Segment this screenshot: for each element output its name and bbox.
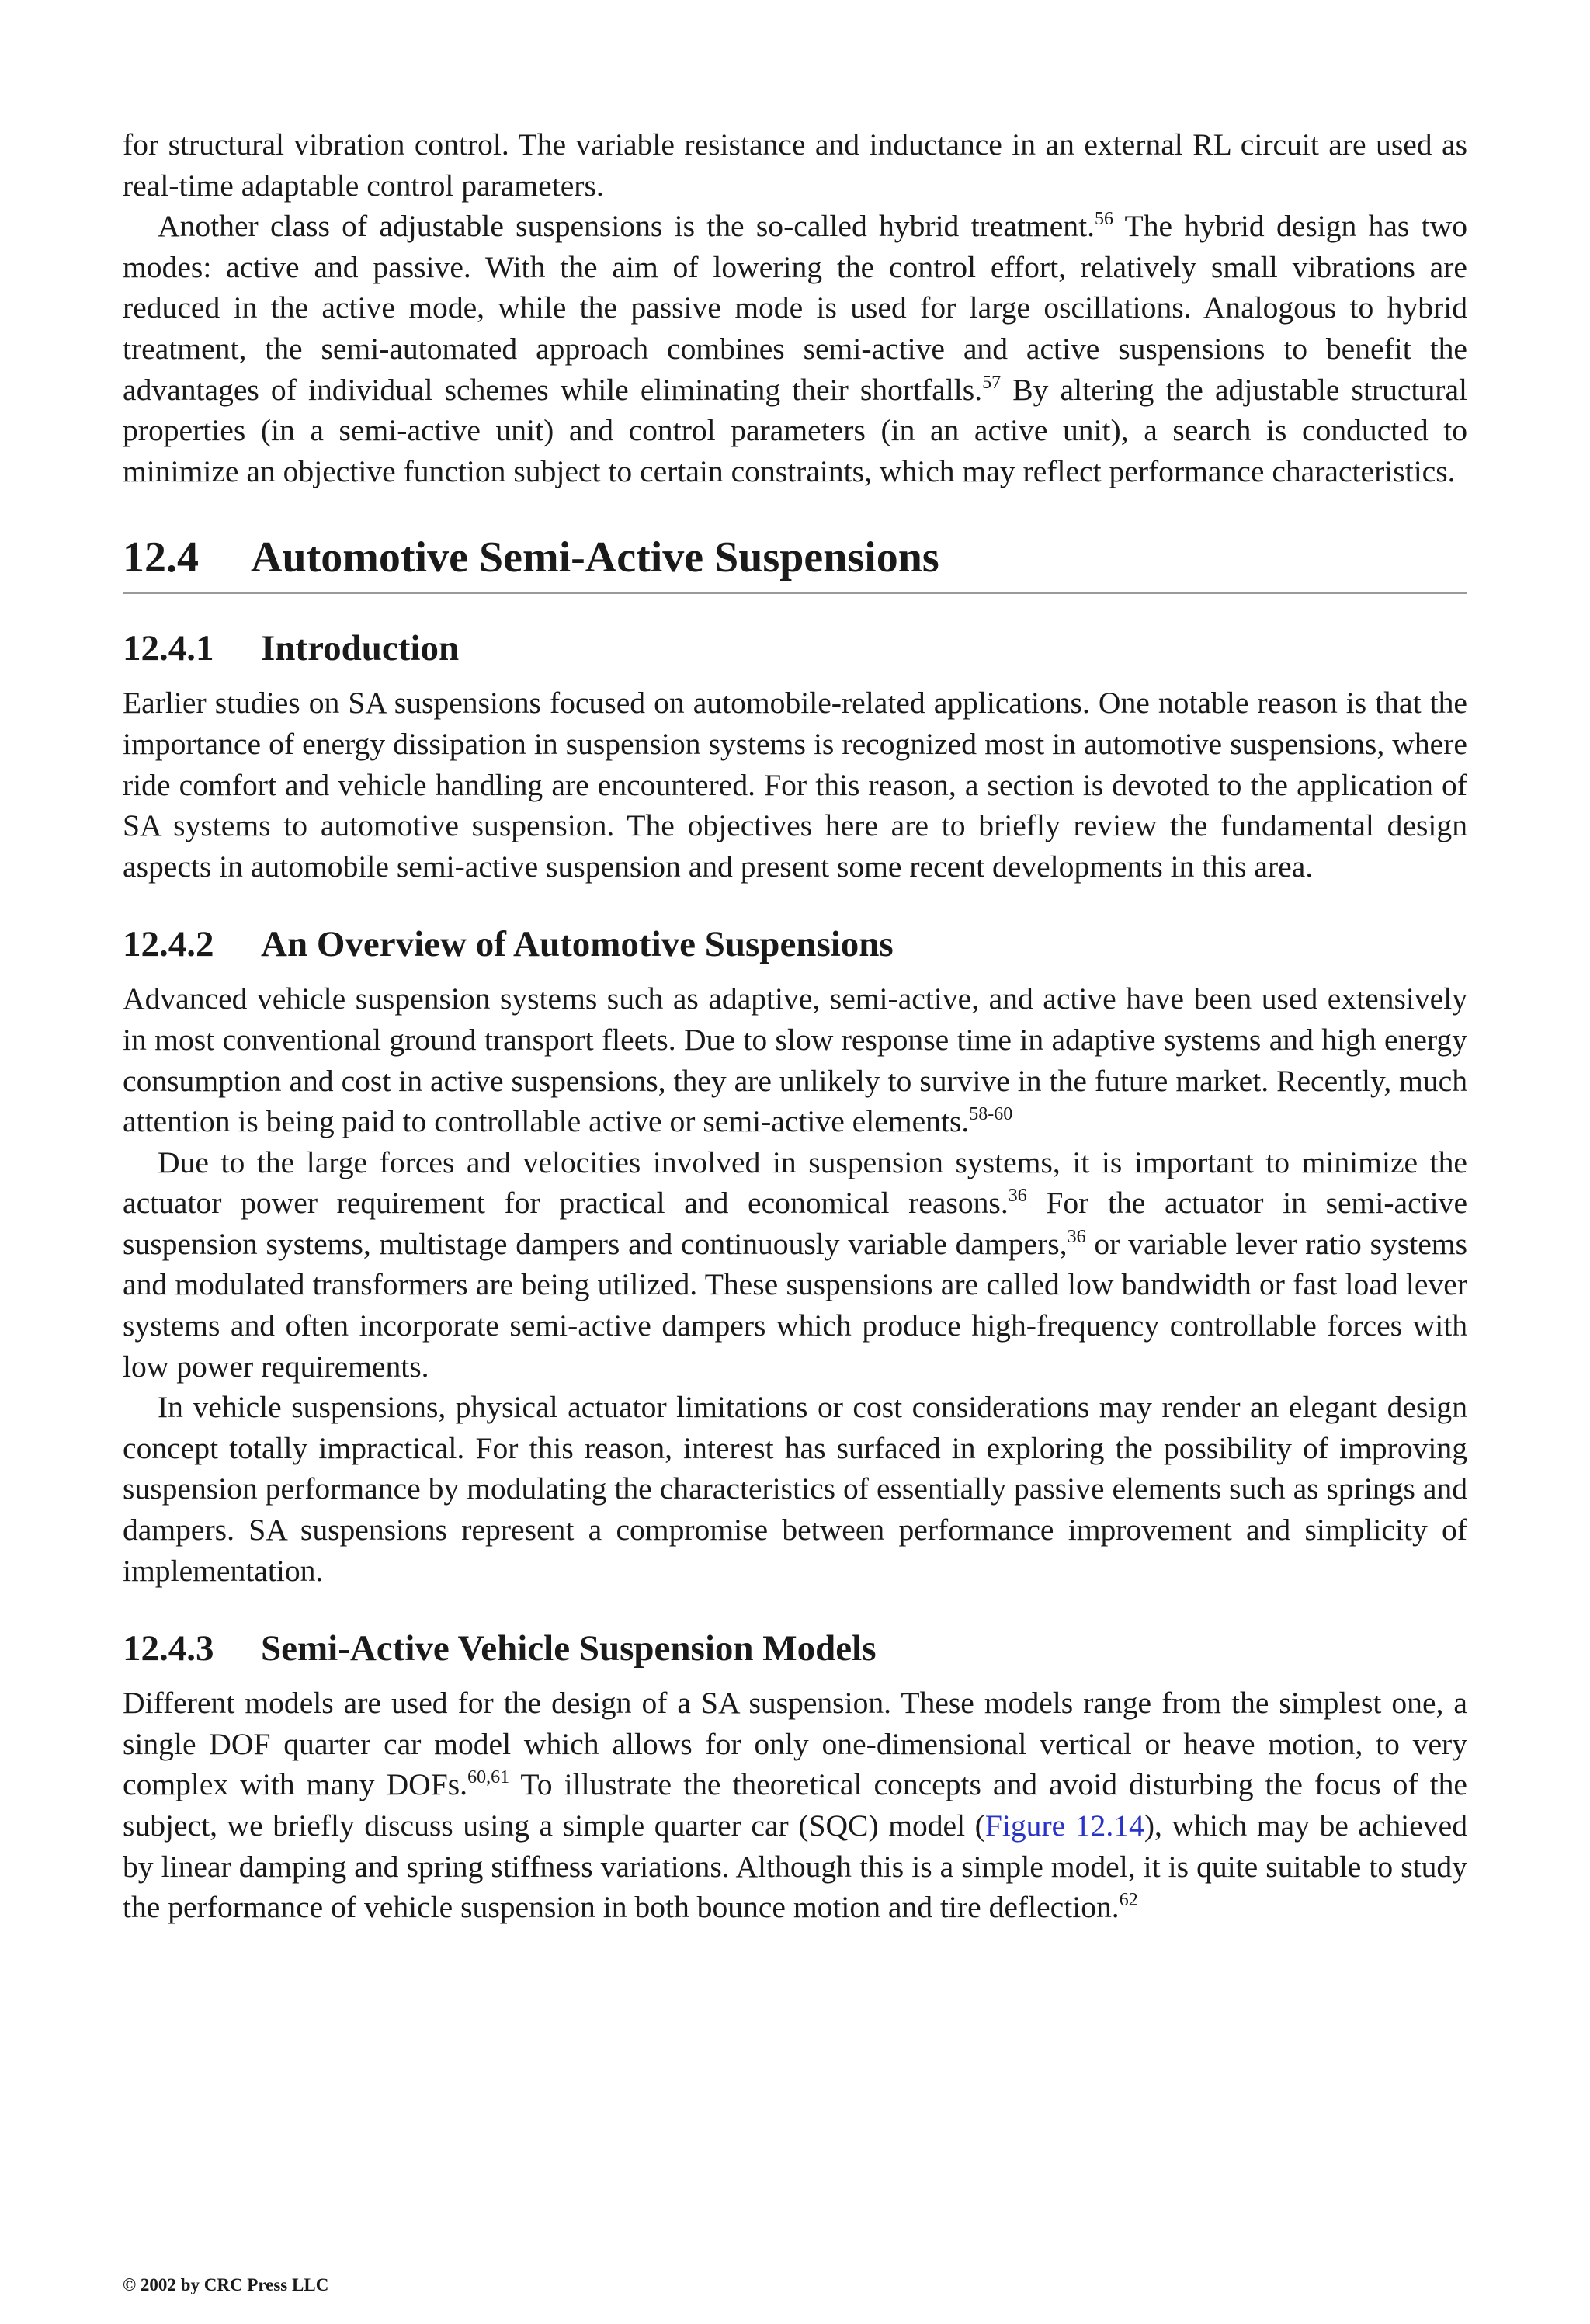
section-title: Automotive Semi-Active Suspensions	[251, 533, 939, 582]
models-paragraph: Different models are used for the design of a SA suspension. These models range from the simplest one, a single DOF quarter car model which allows for only one-dimensional vertical or heave motion, to very complex with many DOFs.$^{60,61}$ To illustrate the theoretical concepts and avoid disturbing the focus of the subject, we briefly discuss using a simple quarter car (SQC) model (Figure 12.14), which may be achieved by linear damping and spring stiffness variations. Although this is a simple model, it is quite suitable to study the performance of vehicle suspension in both bounce motion and tire deflection.$^{62}$	[123, 1686, 1467, 1925]
subsection-heading-introduction: 12.4.1 Introduction	[123, 628, 460, 669]
document-body	[123, 124, 1467, 1928]
overview-paragraph-2: Due to the large forces and velocities involved in suspension systems, it is important to minimize the actuator power requirement for practical and economical reasons.$^{36}$ For the actuator in semi-active suspension systems, multistage dampers and continuously variable dampers,$^{36}$ or variable lever ratio systems and modulated transformers are being utilized. These suspensions are called low bandwidth or fast load lever systems and often incorporate semi-active dampers which produce high-frequency controllable forces with low power requirements.	[123, 1145, 1468, 1384]
copyright-footer: © 2002 by CRC Press LLC	[123, 2275, 329, 2294]
citation-ref: 62	[1119, 1890, 1138, 1911]
citation-ref: 58-60	[969, 1104, 1013, 1125]
intro-paragraph-1: for structural vibration control. The variable resistance and inductance in an external RL circuit are used as real-time adaptable control parameters.	[123, 127, 1467, 203]
overview-paragraph-3: In vehicle suspensions, physical actuator limitations or cost considerations may render an elegant design concept totally impractical. For this reason, interest has surfaced in exploring the possibility of improving suspension performance by modulating the characteristics of essentially passive elements such as springs and dampers. SA suspensions represent a compromise between performance improvement and simplicity of implementation.	[123, 1390, 1467, 1588]
overview-paragraph-1: Advanced vehicle suspension systems such as adaptive, semi-active, and active have been used extensively in most conventional ground transport fleets. Due to slow response time in adaptive systems and high energy consumption and cost in active suspensions, they are unlikely to survive in the future market. Recently, much attention is being paid to controllable active or semi-active elements.$^{58-60}$	[123, 981, 1467, 1139]
section-number: 12.4	[123, 533, 199, 582]
intro-paragraph-2: Another class of adjustable suspensions is the so-called hybrid treatment.$^{56}$ The hybrid design has two modes: active and passive. With the aim of lowering the control effort, relatively small vibrations are reduced in the active mode, while the passive mode is used for large oscillations. Analogous to hybrid treatment, the semi-automated approach combines semi-active and active suspensions to benefit the advantages of individual schemes while eliminating their shortfalls.$^{57}$ By altering the adjustable structural properties (in a semi-active unit) and control parameters (in an active unit), a search is conducted to minimize an objective function subject to certain constraints, which may reflect performance characteristics.	[123, 209, 1468, 488]
figure-link[interactable]: Figure 12.14	[984, 1808, 1144, 1843]
citation-ref: 57	[982, 372, 1002, 393]
citation-ref: 36	[1008, 1186, 1027, 1207]
citation-ref: 56	[1094, 209, 1113, 230]
citation-ref: 36	[1067, 1226, 1086, 1247]
section-heading	[123, 530, 1467, 594]
citation-ref: 60,61	[467, 1767, 510, 1788]
introduction-paragraph: Earlier studies on SA suspensions focused on automobile-related applications. One notable reason is that the importance of energy dissipation in suspension systems is recognized most in automotive suspensions, where ride comfort and vehicle handling are encountered. For this reason, a section is devoted to the application of SA systems to automotive suspension. The objectives here are to briefly review the fundamental design aspects in automobile semi-active suspension and present some recent developments in this area.	[123, 686, 1467, 884]
subsection-heading-overview: 12.4.2 An Overview of Automotive Suspensions	[123, 924, 894, 965]
subsection-heading-models: 12.4.3 Semi-Active Vehicle Suspension Models	[123, 1628, 877, 1669]
